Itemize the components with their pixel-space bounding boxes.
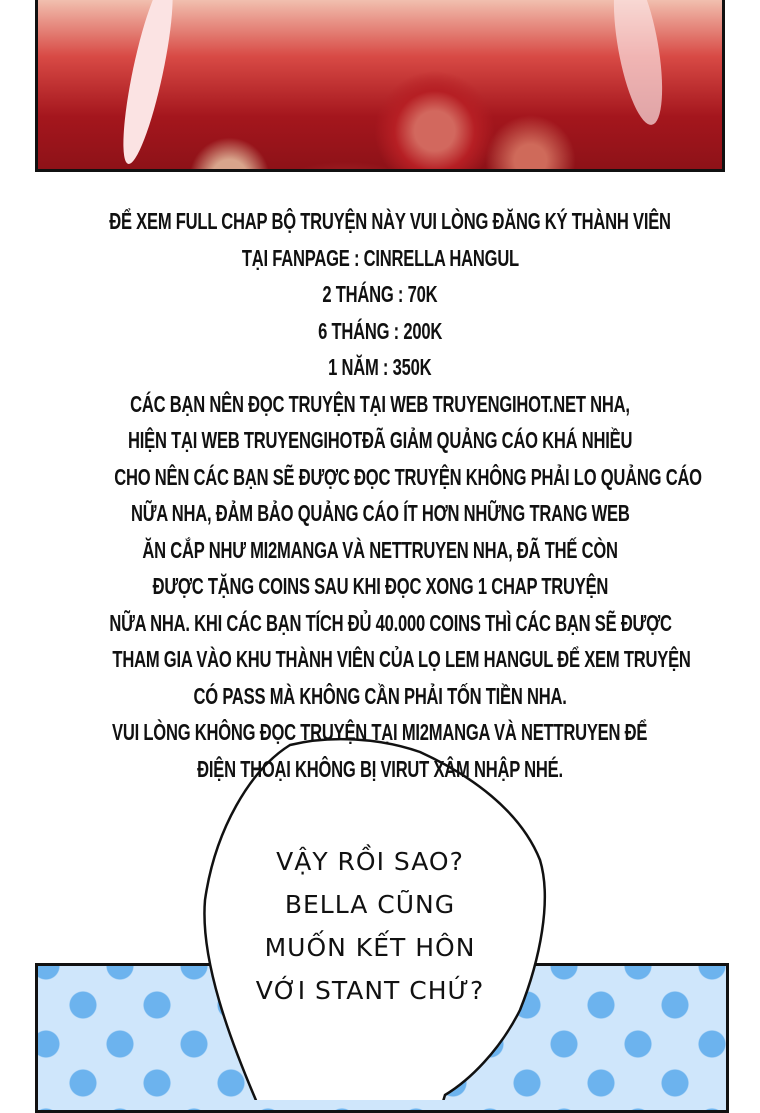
bubble-line: VẬY RỒI SAO? (276, 847, 464, 876)
notice-line: ĐƯỢC TẶNG COINS SAU KHI ĐỌC XONG 1 CHAP TRUYỆN (152, 573, 608, 599)
notice-line: CHO NÊN CÁC BẠN SẼ ĐƯỢC ĐỌC TRUYỆN KHÔNG PHẢI LO QUẢNG CÁO (114, 463, 702, 490)
notice-line: 2 THÁNG : 70K (322, 281, 438, 307)
notice-line: ĂN CẮP NHƯ MI2MANGA VÀ NETTRUYEN NHA, ĐÃ THẾ CÒN (142, 536, 618, 563)
notice-line: ĐỂ XEM FULL CHAP BỘ TRUYỆN NÀY VUI LÒNG ĐĂNG KÝ THÀNH VIÊN (109, 208, 671, 234)
notice-line: NỮA NHA. KHI CÁC BẠN TÍCH ĐỦ 40.000 COINS THÌ CÁC BẠN SẼ ĐƯỢC (109, 609, 672, 636)
notice-line: 1 NĂM : 350K (328, 354, 432, 380)
notice-line: HIỆN TẠI WEB TRUYENGIHOTĐÃ GIẢM QUẢNG CÁO KHÁ NHIỀU (127, 427, 633, 453)
notice-line: THAM GIA VÀO KHU THÀNH VIÊN CỦA LỌ LEM HANGUL ĐỂ XEM TRUYỆN (112, 646, 691, 672)
notice-line: VUI LÒNG KHÔNG ĐỌC TRUYỆN TẠI MI2MANGA VÀ NETTRUYEN ĐỂ (112, 719, 648, 745)
notice-line: ĐIỆN THOẠI KHÔNG BỊ VIRUT XÂM NHẬP NHÉ. (197, 755, 563, 782)
notice-line: CÓ PASS MÀ KHÔNG CẦN PHẢI TỐN TIỀN NHA. (193, 682, 567, 709)
notice-line: 6 THÁNG : 200K (318, 317, 442, 344)
bubble-line: VỚI STANT CHỨ? (255, 976, 485, 1005)
notice-line: TẠI FANPAGE : CINRELLA HANGUL (241, 244, 519, 271)
speech-bubble-text (230, 840, 510, 1012)
bubble-line: MUỐN KẾT HÔN (264, 933, 476, 962)
bubble-line: BELLA CŨNG (284, 890, 456, 919)
notice-line: NỮA NHA, ĐẢM BẢO QUẢNG CÁO ÍT HƠN NHỮNG TRANG WEB (130, 500, 630, 526)
translator-notice (0, 203, 760, 787)
notice-line: CÁC BẠN NÊN ĐỌC TRUYỆN TẠI WEB TRUYENGIHOT.NET NHA, (130, 390, 630, 417)
